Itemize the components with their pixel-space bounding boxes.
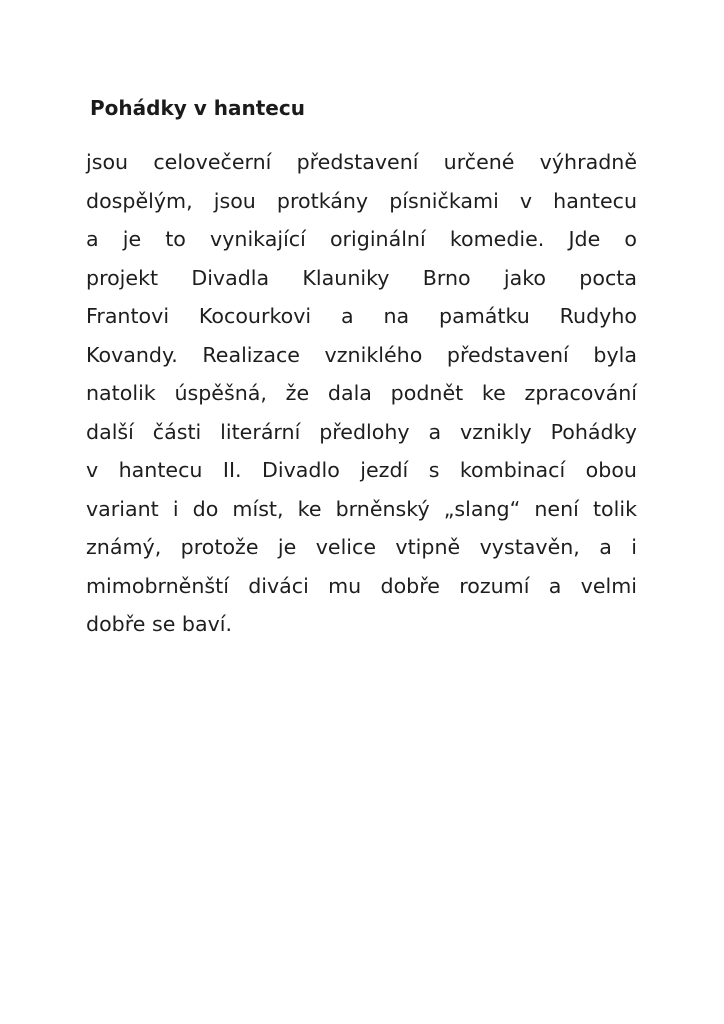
paragraph-line: mimobrněnští diváci mu dobře rozumí a velmi [86, 573, 637, 598]
paragraph-line: další části literární předlohy a vznikly Pohádky [86, 419, 637, 444]
paragraph-line: a je to vynikající originální komedie. Jde o [86, 227, 637, 251]
paragraph-line: Frantovi Kocourkovi a na památku Rudyho [86, 304, 637, 328]
paragraph-line: variant i do míst, ke brněnský „slang“ není tolik [86, 496, 637, 521]
paragraph-line: Kovandy. Realizace vzniklého představení byla [86, 342, 637, 367]
paragraph-line: v hantecu II. Divadlo jezdí s kombinací obou [86, 458, 637, 482]
document-heading: Pohádky v hantecu [90, 96, 305, 120]
paragraph-line: dospělým, jsou protkány písničkami v hantecu [86, 188, 637, 213]
paragraph-line: dobře se baví. [86, 612, 233, 636]
paragraph-line: jsou celovečerní představení určené výhradně [86, 150, 637, 174]
document-paragraph [86, 143, 637, 644]
paragraph-line: projekt Divadla Klauniky Brno jako pocta [86, 265, 637, 290]
paragraph-line: známý, protože je velice vtipně vystavěn, a i [86, 535, 637, 559]
paragraph-line: natolik úspěšná, že dala podnět ke zpracování [86, 381, 637, 405]
